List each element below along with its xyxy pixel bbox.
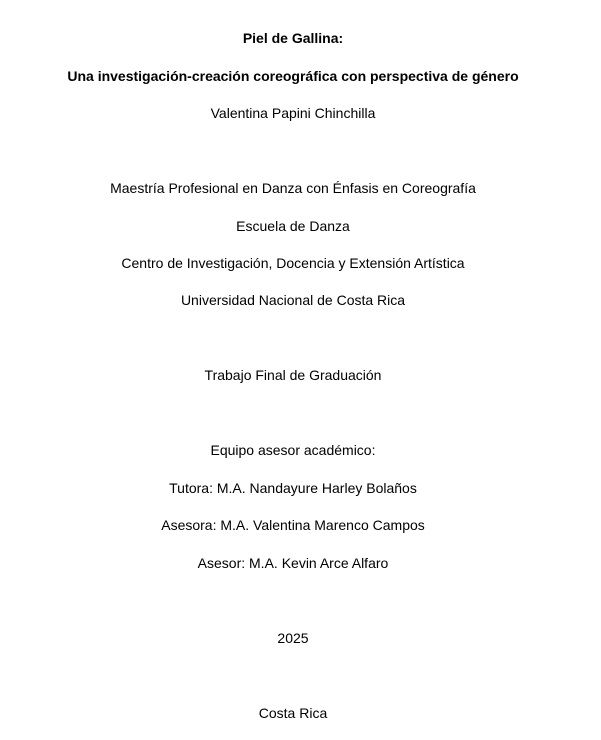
document-subtitle: Una investigación-creación coreográfica con perspectiva de género — [67, 68, 519, 84]
advisory-heading: Equipo asesor académico: — [210, 442, 376, 458]
school-name: Escuela de Danza — [236, 218, 350, 234]
program-name: Maestría Profesional en Danza con Énfasis en Coreografía — [110, 180, 476, 196]
work-type: Trabajo Final de Graduación — [204, 367, 382, 383]
country: Costa Rica — [258, 705, 328, 721]
center-name: Centro de Investigación, Docencia y Extensión Artística — [121, 255, 465, 271]
advisor-line: Asesora: M.A. Valentina Marenco Campos — [161, 517, 425, 533]
tutor-line: Tutora: M.A. Nandayure Harley Bolaños — [169, 480, 417, 496]
university-name: Universidad Nacional de Costa Rica — [180, 292, 406, 308]
advisor-line: Asesor: M.A. Kevin Arce Alfaro — [197, 555, 389, 571]
document-title: Piel de Gallina: — [242, 30, 344, 46]
author-name: Valentina Papini Chinchilla — [210, 105, 376, 121]
year: 2025 — [277, 630, 309, 646]
